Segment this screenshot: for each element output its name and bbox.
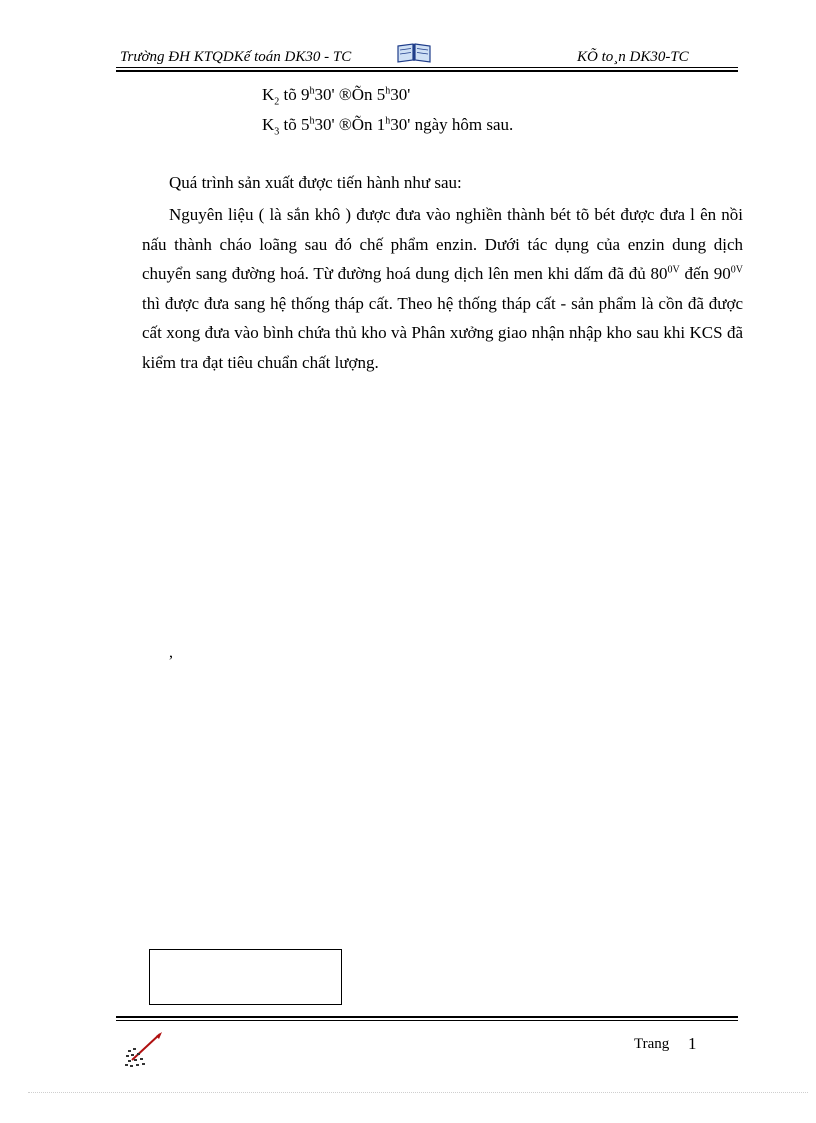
intro-paragraph: Quá trình sản xuất được tiến hành như sau: [169,173,462,192]
schedule-line-k2: $K_2$ tõ 9$^h$30' ®Õn 5$^h$30' [262,85,411,108]
footer-page-number: 1 [688,1034,697,1053]
page-edge-dotted [28,1092,808,1093]
pen-quill-logo-icon [122,1030,164,1070]
empty-text-box [149,949,342,1005]
header-left-text: Trường ĐH KTQDKế toán DK30 - TC [120,49,352,65]
stray-comma-mark: , [169,644,173,661]
schedule-line-k3: $K_3$ tõ 5$^h$30' ®Õn 1$^h$30' ngày hôm sau. [262,115,514,138]
process-paragraph: Nguyên liệu ( là sắn khô ) được đưa vào nghiền thành bét tõ bét được đưa l ên nồi nấu thành cháo loãng sau đó chế phẩm enzin. Dưới tác dụng của enzin dung dịch chuyển sang đường hoá. Từ đường hoá dung dịch lên men khi dấm đã đủ $80^{0V}$ đến $90^{0V}$ thì được đưa sang hệ thống tháp cất. Theo hệ thống tháp cất - sản phẩm là cồn đã được cất xong đưa vào bình chứa thủ kho và Phân xưởng giao nhận nhập kho sau khi KCS đã kiểm tra đạt tiêu chuẩn chất lượng. [142,205,743,372]
header-right-text: KÕ to¸n DK30-TC [577,49,689,65]
header-rule [116,67,738,68]
footer-rule [116,1020,738,1021]
footer-rule-thick [116,1016,738,1018]
book-icon [396,42,432,64]
footer-page-label: Trang [634,1036,670,1052]
header-rule-thick [116,70,738,72]
